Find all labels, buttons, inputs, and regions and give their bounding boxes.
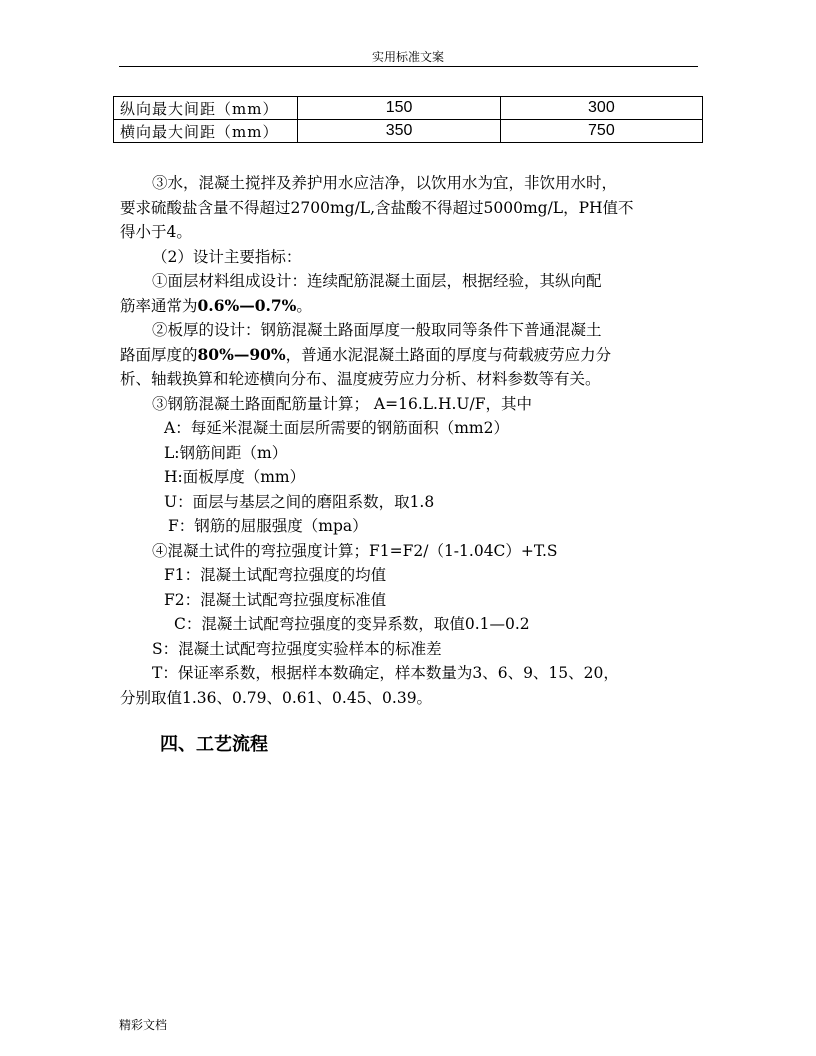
table-row bbox=[114, 120, 703, 143]
text-run: 路面厚度的 bbox=[120, 345, 198, 364]
header-rule bbox=[119, 66, 698, 67]
definition-line: F1：混凝土试配弯拉强度的均值 bbox=[164, 566, 387, 584]
paragraph-line: ②板厚的设计：钢筋混凝土路面厚度一般取同等条件下普通混凝土 bbox=[152, 321, 602, 339]
paragraph-line: 要求硫酸盐含量不得超过2700mg/L,含盐酸不得超过5000mg/L，PH值不 bbox=[120, 198, 634, 217]
text-run: 。 bbox=[296, 296, 312, 315]
definition-line: C：混凝土试配弯拉强度的变异系数，取值0.1—0.2 bbox=[174, 615, 530, 633]
definition-line: A：每延米混凝土面层所需要的钢筋面积（mm2） bbox=[164, 419, 509, 437]
text-run: 筋率通常为 bbox=[120, 296, 198, 315]
paragraph-line: ③水，混凝土搅拌及养护用水应洁净，以饮用水为宜，非饮用水时， bbox=[152, 174, 618, 192]
table-row bbox=[114, 97, 703, 120]
paragraph-line: ③钢筋混凝土路面配筋量计算； A=16.L.H.U/F，其中 bbox=[152, 394, 532, 413]
paragraph-line bbox=[120, 343, 702, 368]
document-body bbox=[120, 171, 702, 710]
paragraph-line: ④混凝土试件的弯拉强度计算；F1=F2/（1-1.04C）+T.S bbox=[152, 541, 558, 560]
table-cell-value: 350 bbox=[298, 120, 500, 143]
design-heading: （2）设计主要指标： bbox=[152, 247, 302, 266]
paragraph-line: ①面层材料组成设计：连续配筋混凝土面层，根据经验，其纵向配 bbox=[152, 272, 602, 290]
table-cell-label: 纵向最大间距（mm） bbox=[114, 97, 298, 120]
paragraph-line: 分别取值1.36、0.79、0.61、0.45、0.39。 bbox=[120, 688, 433, 707]
spacing-table bbox=[113, 96, 703, 143]
definition-line: S：混凝土试配弯拉强度实验样本的标准差 bbox=[152, 639, 442, 658]
paragraph-line: 得小于4。 bbox=[120, 223, 192, 241]
bold-value: 0.6%—0.7% bbox=[197, 295, 297, 315]
table-cell-value: 750 bbox=[500, 120, 702, 143]
definition-line: F：钢筋的屈服强度（mpa） bbox=[168, 517, 368, 535]
paragraph-line: 析、轴载换算和轮迹横向分布、温度疲劳应力分析、材料参数等有关。 bbox=[120, 370, 601, 388]
definition-line: F2：混凝土试配弯拉强度标准值 bbox=[164, 590, 387, 609]
paragraph-line bbox=[120, 294, 702, 319]
definition-line: U：面层与基层之间的磨阻系数，取1.8 bbox=[164, 492, 435, 511]
page-footer: 精彩文档 bbox=[119, 1018, 168, 1032]
text-run: ，普通水泥混凝土路面的厚度与荷载疲劳应力分 bbox=[285, 345, 612, 364]
bold-value: 80%—90% bbox=[197, 344, 286, 364]
definition-line: T：保证率系数，根据样本数确定，样本数量为3、6、9、15、20， bbox=[152, 664, 619, 682]
table-cell-value: 300 bbox=[500, 97, 702, 120]
table-cell-value: 150 bbox=[298, 97, 500, 120]
page-header: 实用标准文案 bbox=[371, 50, 444, 64]
definition-line: L:钢筋间距（m） bbox=[164, 443, 288, 462]
definition-line: H:面板厚度（mm） bbox=[164, 468, 306, 486]
section-heading: 四、工艺流程 bbox=[160, 734, 268, 755]
table-cell-label: 横向最大间距（mm） bbox=[114, 120, 298, 143]
